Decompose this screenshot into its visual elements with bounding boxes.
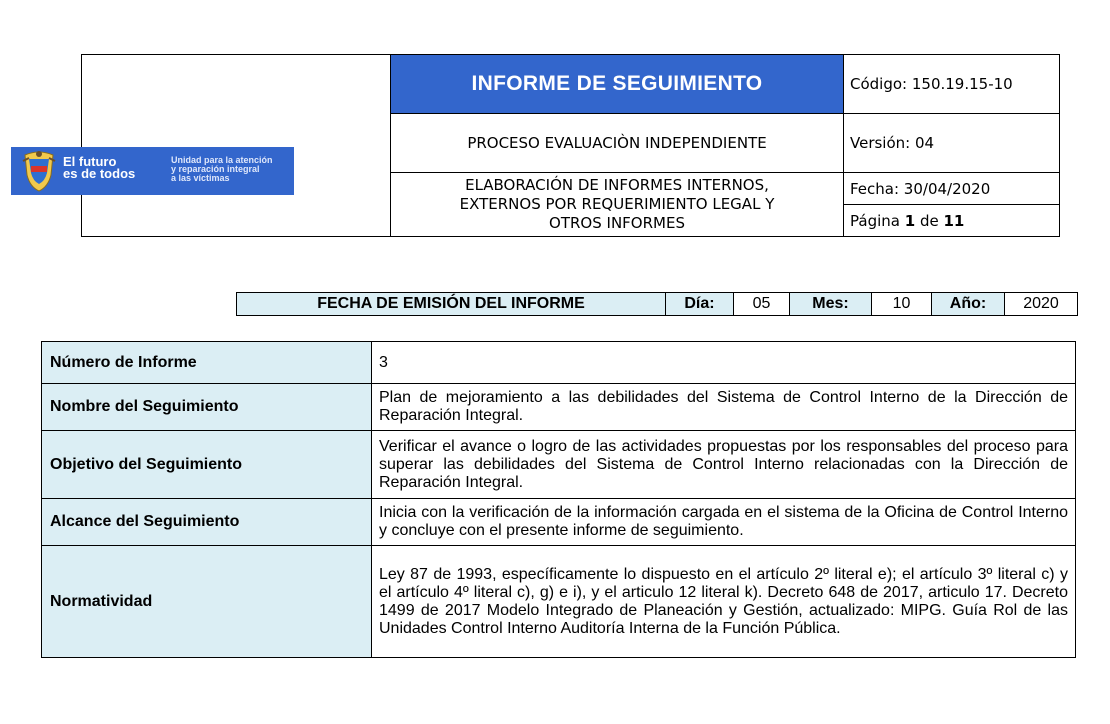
institution-logo — [11, 147, 294, 195]
document-version: Versión: 04 — [844, 114, 1059, 173]
report-info-table — [41, 341, 1076, 658]
unit-line: y reparación integral — [171, 164, 260, 174]
table-row — [42, 342, 1076, 384]
unit-name — [171, 156, 273, 183]
document-date: Fecha: 30/04/2020 — [844, 173, 1059, 205]
unit-line: Unidad para la atención — [171, 155, 273, 165]
coat-of-arms-icon — [21, 149, 57, 193]
document-title: INFORME DE SEGUIMIENTO — [391, 55, 844, 114]
document-code: Código: 150.19.15-10 — [844, 55, 1059, 114]
row-label: Alcance del Seguimiento — [42, 499, 372, 546]
day-label: Día: — [666, 293, 734, 315]
process-name: PROCESO EVALUACIÒN INDEPENDIENTE — [391, 114, 844, 173]
elaboration-line: OTROS INFORMES — [549, 214, 685, 232]
page-label: Página — [850, 211, 900, 230]
row-label: Nombre del Seguimiento — [42, 384, 372, 431]
table-row — [42, 546, 1076, 658]
row-value: 3 — [372, 342, 1076, 384]
row-label: Objetivo del Seguimiento — [42, 431, 372, 499]
table-row — [42, 384, 1076, 431]
emission-date-row — [236, 292, 1078, 316]
slogan-line: El futuro — [63, 154, 117, 169]
row-value: Inicia con la verificación de la información cargada en el sistema de la Oficina de Control Interno y concluye con el presente informe de seguimiento. — [372, 499, 1076, 546]
slogan — [63, 156, 135, 180]
elaboration-line: ELABORACIÓN DE INFORMES INTERNOS, — [465, 176, 769, 194]
slogan-line: es de todos — [63, 166, 136, 181]
row-value: Verificar el avance o logro de las actividades propuestas por los responsables del proceso para superar las debilidades del Sistema de Control Interno relacionadas con la Dirección de Reparación Integral. — [372, 431, 1076, 499]
elaboration-line: EXTERNOS POR REQUERIMIENTO LEGAL Y — [459, 195, 775, 213]
page-of: de — [919, 211, 939, 230]
row-label: Número de Informe — [42, 342, 372, 384]
emission-date-label: FECHA DE EMISIÓN DEL INFORME — [237, 293, 666, 315]
elaboration-description — [391, 173, 844, 236]
row-value: Plan de mejoramiento a las debilidades del Sistema de Control Interno de la Dirección de Reparación Integral. — [372, 384, 1076, 431]
row-label: Normatividad — [42, 546, 372, 658]
page-total: 11 — [943, 211, 965, 230]
row-value: Ley 87 de 1993, específicamente lo dispuesto en el artículo 2º literal e); el artículo 3º literal c) y el artículo 4º literal c), g) e i), y el articulo 12 literal k). Decreto 648 de 2017, articulo 17. Decreto 1499 de 2017 Modelo Integrado de Planeación y Gestión, actualizado: MIPG. Guía Rol de las Unidades Control Interno Auditoría Interna de la Función Pública. — [372, 546, 1076, 658]
day-value: 05 — [734, 293, 790, 315]
table-row — [42, 499, 1076, 546]
unit-line: a las víctimas — [171, 173, 230, 183]
month-label: Mes: — [790, 293, 872, 315]
page-number: 1 — [904, 211, 916, 230]
table-row — [42, 431, 1076, 499]
document-header — [81, 54, 1060, 237]
month-value: 10 — [872, 293, 932, 315]
year-value: 2020 — [1023, 295, 1059, 312]
page-indicator — [844, 205, 1059, 236]
logo-cell — [82, 55, 391, 236]
year-label: Año: — [932, 293, 1005, 315]
